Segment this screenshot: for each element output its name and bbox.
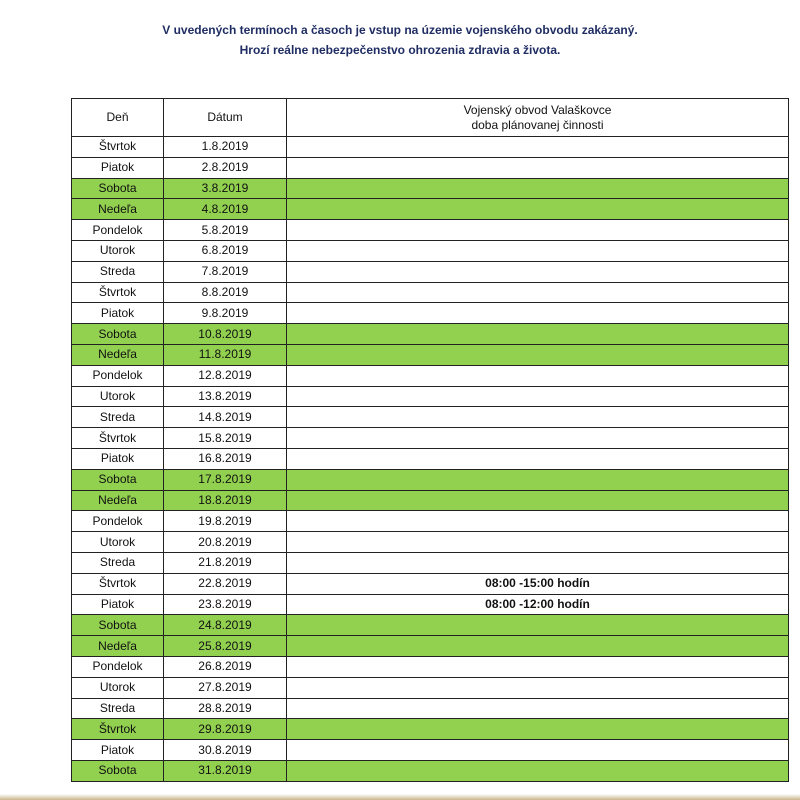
table-row [72,240,789,261]
day-cell: Nedeľa [72,636,164,657]
date-cell: 7.8.2019 [164,261,287,282]
date-cell: 29.8.2019 [164,719,287,740]
date-cell: 18.8.2019 [164,490,287,511]
date-cell: 5.8.2019 [164,220,287,241]
activity-cell [287,615,789,636]
day-cell: Pondelok [72,656,164,677]
date-cell: 9.8.2019 [164,303,287,324]
table-row [72,740,789,761]
activity-cell [287,220,789,241]
day-cell: Sobota [72,324,164,345]
table-row [72,261,789,282]
table-row [72,386,789,407]
day-cell: Pondelok [72,511,164,532]
date-cell: 27.8.2019 [164,677,287,698]
day-cell: Utorok [72,677,164,698]
table-row [72,511,789,532]
table-row [72,157,789,178]
activity-cell [287,532,789,553]
table-row [72,199,789,220]
day-cell: Pondelok [72,365,164,386]
date-cell: 1.8.2019 [164,137,287,158]
table-row [72,448,789,469]
activity-cell: 08:00 -12:00 hodín [287,594,789,615]
date-cell: 10.8.2019 [164,324,287,345]
date-cell: 30.8.2019 [164,740,287,761]
activity-cell [287,490,789,511]
day-cell: Piatok [72,594,164,615]
table-row [72,719,789,740]
date-cell: 3.8.2019 [164,178,287,199]
date-cell: 8.8.2019 [164,282,287,303]
activity-cell [287,636,789,657]
day-cell: Štvrtok [72,719,164,740]
table-row [72,469,789,490]
activity-cell [287,365,789,386]
table-row [72,220,789,241]
table-row [72,656,789,677]
activity-cell [287,303,789,324]
table-row [72,428,789,449]
date-cell: 28.8.2019 [164,698,287,719]
activity-cell [287,324,789,345]
date-cell: 14.8.2019 [164,407,287,428]
column-header-day: Deň [72,99,164,137]
date-cell: 22.8.2019 [164,573,287,594]
activity-cell [287,656,789,677]
activity-cell [287,760,789,781]
table-row [72,282,789,303]
day-cell: Streda [72,552,164,573]
day-cell: Pondelok [72,220,164,241]
table-row [72,365,789,386]
table-row [72,698,789,719]
date-cell: 17.8.2019 [164,469,287,490]
activity-cell [287,428,789,449]
table-header-row [72,99,789,137]
activity-cell [287,344,789,365]
day-cell: Piatok [72,303,164,324]
day-cell: Streda [72,261,164,282]
column-header-activity [287,99,789,137]
activity-cell [287,469,789,490]
day-cell: Utorok [72,240,164,261]
table-row [72,552,789,573]
date-cell: 12.8.2019 [164,365,287,386]
activity-cell [287,157,789,178]
warning-line-1: V uvedených termínoch a časoch je vstup na územie vojenského obvodu zakázaný. [162,23,638,37]
day-cell: Piatok [72,448,164,469]
date-cell: 25.8.2019 [164,636,287,657]
day-cell: Sobota [72,615,164,636]
day-cell: Sobota [72,178,164,199]
table-row [72,573,789,594]
table-row [72,303,789,324]
day-cell: Piatok [72,157,164,178]
date-cell: 4.8.2019 [164,199,287,220]
activity-cell [287,282,789,303]
day-cell: Sobota [72,760,164,781]
activity-cell [287,137,789,158]
table-row [72,407,789,428]
activity-cell [287,407,789,428]
date-cell: 20.8.2019 [164,532,287,553]
day-cell: Streda [72,698,164,719]
table-row [72,490,789,511]
day-cell: Sobota [72,469,164,490]
day-cell: Nedeľa [72,344,164,365]
warning-line-2: Hrozí reálne nebezpečenstvo ohrozenia zdravia a života. [239,43,561,57]
date-cell: 6.8.2019 [164,240,287,261]
table-row [72,344,789,365]
date-cell: 15.8.2019 [164,428,287,449]
date-cell: 16.8.2019 [164,448,287,469]
activity-cell [287,178,789,199]
date-cell: 19.8.2019 [164,511,287,532]
day-cell: Nedeľa [72,199,164,220]
activity-cell [287,448,789,469]
column-header-activity-line1: Vojenský obvod Valaškovce [463,102,612,117]
date-cell: 11.8.2019 [164,344,287,365]
activity-cell [287,698,789,719]
day-cell: Štvrtok [72,282,164,303]
activity-cell [287,552,789,573]
activity-cell [287,511,789,532]
date-cell: 24.8.2019 [164,615,287,636]
bottom-edge [0,794,800,800]
activity-cell [287,740,789,761]
date-cell: 2.8.2019 [164,157,287,178]
date-cell: 23.8.2019 [164,594,287,615]
warning-header [0,20,800,60]
day-cell: Štvrtok [72,573,164,594]
activity-cell [287,261,789,282]
day-cell: Piatok [72,740,164,761]
activity-cell: 08:00 -15:00 hodín [287,573,789,594]
column-header-activity-line2: doba plánovanej činnosti [471,117,604,132]
table-row [72,615,789,636]
table-row [72,178,789,199]
day-cell: Štvrtok [72,428,164,449]
table-row [72,760,789,781]
table-row [72,677,789,698]
column-header-date: Dátum [164,99,287,137]
activity-cell [287,719,789,740]
date-cell: 26.8.2019 [164,656,287,677]
activity-cell [287,677,789,698]
table-row [72,532,789,553]
activity-cell [287,199,789,220]
day-cell: Utorok [72,532,164,553]
table-row [72,594,789,615]
table-body [72,137,789,782]
schedule-table [71,98,789,782]
date-cell: 21.8.2019 [164,552,287,573]
table-row [72,636,789,657]
activity-cell [287,386,789,407]
table-row [72,324,789,345]
day-cell: Nedeľa [72,490,164,511]
date-cell: 31.8.2019 [164,760,287,781]
day-cell: Štvrtok [72,137,164,158]
table-row [72,137,789,158]
day-cell: Streda [72,407,164,428]
activity-cell [287,240,789,261]
day-cell: Utorok [72,386,164,407]
date-cell: 13.8.2019 [164,386,287,407]
